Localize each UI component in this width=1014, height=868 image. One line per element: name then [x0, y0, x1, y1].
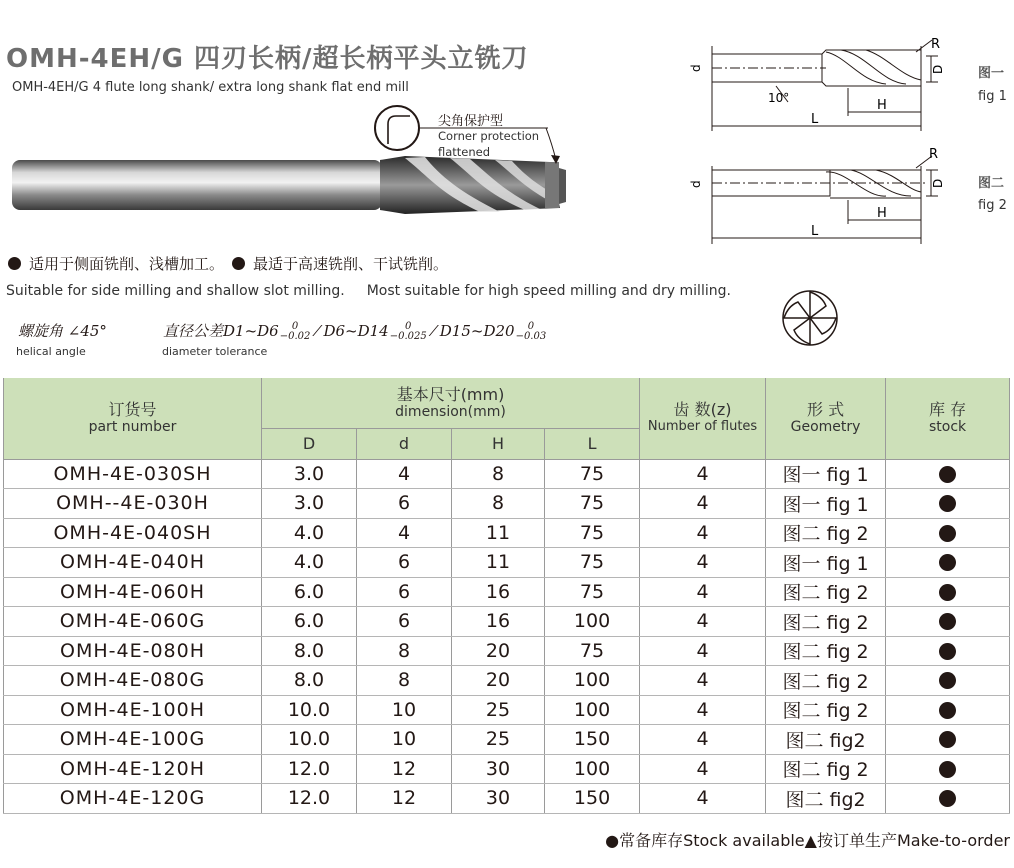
fig2-R-label: R: [929, 147, 939, 162]
H-cell: 16: [452, 577, 545, 607]
part-number-cell: OMH-4E-120G: [4, 784, 262, 814]
flutes-cell: 4: [640, 607, 766, 637]
part-number-cell: OMH-4E-040SH: [4, 518, 262, 548]
callout-en-line2: flattened: [438, 145, 491, 159]
table-row: [4, 518, 1010, 548]
fig1-L-label: L: [811, 112, 819, 127]
diameter-tolerance: 直径公差D1~D6 0 −0.02 ⁄ D6~D14 0 −0.025 ⁄ D15~D20 0 −0.03: [163, 321, 547, 342]
tol1-lower: −0.02: [279, 331, 311, 342]
feature-cn-1: 适用于侧面铣削、浅槽加工。: [29, 255, 225, 273]
col-dimension: [262, 378, 640, 428]
drawing-fig2: [676, 144, 976, 244]
stock-cell: [886, 784, 1010, 814]
d-cell: 6: [357, 548, 452, 578]
stock-cell: [886, 459, 1010, 489]
H-cell: 8: [452, 489, 545, 519]
callout-en: [438, 128, 539, 160]
feature-en-2: Most suitable for high speed milling and dry milling.: [366, 283, 731, 299]
geometry-cell: 图二 fig 2: [766, 695, 886, 725]
part-number-cell: OMH-4E-080H: [4, 636, 262, 666]
stock-available-icon: ●: [605, 831, 620, 850]
callout-cn: 尖角保护型: [438, 114, 504, 129]
H-cell: 30: [452, 784, 545, 814]
H-cell: 16: [452, 607, 545, 637]
part-number-cell: OMH-4E-120H: [4, 754, 262, 784]
dim-cn: 基本尺寸(mm): [396, 384, 505, 404]
part-number-cell: OMH--4E-030H: [4, 489, 262, 519]
stock-cell: [886, 695, 1010, 725]
d-cell: 8: [357, 666, 452, 696]
helical-angle-en: helical angle: [16, 345, 86, 358]
stock-available-icon: [939, 613, 956, 630]
part-cn: 订货号: [108, 400, 157, 420]
L-cell: 75: [545, 459, 640, 489]
geom-en: Geometry: [790, 419, 861, 436]
H-cell: 20: [452, 666, 545, 696]
table-row: [4, 784, 1010, 814]
flutes-cell: 4: [640, 666, 766, 696]
D-cell: 6.0: [262, 607, 357, 637]
geometry-cell: 图二 fig 2: [766, 754, 886, 784]
flutes-cn: 齿 数(z): [673, 400, 732, 420]
geometry-cell: 图二 fig 2: [766, 518, 886, 548]
H-cell: 11: [452, 548, 545, 578]
fig1-d-label: d: [689, 64, 703, 72]
flutes-cell: 4: [640, 754, 766, 784]
stock-available-icon: [939, 731, 956, 748]
fig1-cn: 图一: [978, 66, 1005, 81]
L-cell: 75: [545, 518, 640, 548]
L-cell: 75: [545, 548, 640, 578]
fig1-R-label: R: [931, 37, 941, 52]
bullet-icon: [232, 257, 245, 270]
tol2-upper: 0: [405, 321, 412, 332]
features-cn: [8, 253, 448, 274]
stock-available-icon: [939, 525, 956, 542]
stock-cn: 库 存: [929, 400, 967, 420]
stock-cell: [886, 548, 1010, 578]
d-cell: 12: [357, 784, 452, 814]
fig2-label-en: fig 2: [978, 198, 1007, 213]
part-number-cell: OMH-4E-060H: [4, 577, 262, 607]
col-L: L: [545, 428, 640, 459]
geom-cn: 形 式: [807, 400, 845, 420]
table-row: [4, 666, 1010, 696]
stock-cell: [886, 666, 1010, 696]
geometry-cell: 图一 fig 1: [766, 548, 886, 578]
D-cell: 8.0: [262, 666, 357, 696]
fig1-D-label: D: [931, 64, 945, 74]
flutes-en: Number of flutes: [647, 419, 758, 435]
d-cell: 10: [357, 695, 452, 725]
table-row: [4, 577, 1010, 607]
col-d: d: [357, 428, 452, 459]
table-row: [4, 459, 1010, 489]
col-flutes: [640, 378, 766, 459]
geometry-cell: 图一 fig 1: [766, 459, 886, 489]
stock-legend: [605, 828, 1010, 851]
diameter-tolerance-en: diameter tolerance: [162, 345, 268, 358]
geometry-cell: 图二 fig 2: [766, 636, 886, 666]
D-cell: 8.0: [262, 636, 357, 666]
table-row: [4, 695, 1010, 725]
fig2-D-label: D: [931, 178, 945, 188]
tolerance-label: 直径公差: [163, 322, 224, 340]
stock-en: stock: [928, 419, 967, 436]
fig2-H-label: H: [877, 206, 887, 221]
tolerance-2: [390, 322, 427, 342]
table-row: [4, 725, 1010, 755]
H-cell: 8: [452, 459, 545, 489]
flutes-cell: 4: [640, 725, 766, 755]
stock-available-icon: [939, 761, 956, 778]
d-cell: 6: [357, 607, 452, 637]
H-cell: 30: [452, 754, 545, 784]
d-cell: 4: [357, 459, 452, 489]
stock-available-icon: [939, 466, 956, 483]
geometry-cell: 图二 fig2: [766, 725, 886, 755]
tol3-upper: 0: [527, 321, 535, 332]
fig2-label-cn: [978, 172, 1004, 191]
L-cell: 75: [545, 636, 640, 666]
D-cell: 6.0: [262, 577, 357, 607]
stock-cell: [886, 725, 1010, 755]
L-cell: 100: [545, 754, 640, 784]
part-number-cell: OMH-4E-100H: [4, 695, 262, 725]
D-cell: 3.0: [262, 489, 357, 519]
fig2-L-label: L: [811, 224, 819, 239]
fig1-label-cn: [978, 62, 1004, 81]
part-number-cell: OMH-4E-100G: [4, 725, 262, 755]
part-number-cell: OMH-4E-060G: [4, 607, 262, 637]
bullet-icon: [8, 257, 21, 270]
part-en: part number: [88, 419, 177, 436]
D-cell: 4.0: [262, 518, 357, 548]
geometry-cell: 图二 fig 2: [766, 666, 886, 696]
feature-en-1: Suitable for side milling and shallow slot milling.: [6, 283, 345, 299]
flutes-cell: 4: [640, 489, 766, 519]
callout-en-line1: Corner protection: [438, 129, 540, 143]
stock-cell: [886, 518, 1010, 548]
make-to-order-icon: ▲: [804, 831, 817, 850]
d-cell: 8: [357, 636, 452, 666]
D-cell: 12.0: [262, 784, 357, 814]
flutes-cell: 4: [640, 695, 766, 725]
L-cell: 150: [545, 784, 640, 814]
tol3-lower: −0.03: [515, 331, 547, 342]
table-row: [4, 607, 1010, 637]
d-cell: 10: [357, 725, 452, 755]
part-number-cell: OMH-4E-040H: [4, 548, 262, 578]
L-cell: 100: [545, 666, 640, 696]
stock-available-icon: [939, 702, 956, 719]
D-cell: 3.0: [262, 459, 357, 489]
page-title: OMH-4EH/G 四刃长柄/超长柄平头立铣刀: [6, 44, 529, 74]
fig2-d-label: d: [689, 180, 703, 188]
flutes-cell: 4: [640, 577, 766, 607]
features-en: [6, 283, 731, 299]
D-cell: 10.0: [262, 725, 357, 755]
stock-available-icon: [939, 643, 956, 660]
D-cell: 10.0: [262, 695, 357, 725]
stock-available-icon: [939, 790, 956, 807]
tol1-upper: 0: [291, 321, 299, 332]
stock-available-icon: [939, 554, 956, 571]
H-cell: 20: [452, 636, 545, 666]
d-cell: 6: [357, 577, 452, 607]
make-to-order-text: 按订单生产Make-to-order: [816, 831, 1010, 850]
spec-table: [3, 378, 1010, 814]
flutes-cell: 4: [640, 459, 766, 489]
feature-cn-2: 最适于高速铣削、干试铣削。: [253, 255, 449, 273]
flutes-cell: 4: [640, 548, 766, 578]
stock-cell: [886, 489, 1010, 519]
table-row: [4, 636, 1010, 666]
col-geometry: [766, 378, 886, 459]
L-cell: 100: [545, 607, 640, 637]
H-cell: 25: [452, 725, 545, 755]
stock-available-icon: [939, 584, 956, 601]
H-cell: 11: [452, 518, 545, 548]
col-part-number: [4, 378, 262, 459]
flutes-cell: 4: [640, 518, 766, 548]
tolerance-1: [280, 322, 311, 342]
fig1-label-en: fig 1: [978, 89, 1007, 104]
fig1-angle-label: 10°: [768, 91, 790, 105]
table-row: [4, 754, 1010, 784]
part-number-cell: OMH-4E-080G: [4, 666, 262, 696]
L-cell: 75: [545, 489, 640, 519]
stock-available-text: 常备库存Stock available: [619, 831, 805, 850]
tol2-lower: −0.025: [389, 331, 427, 342]
d-cell: 6: [357, 489, 452, 519]
L-cell: 150: [545, 725, 640, 755]
table-row: [4, 548, 1010, 578]
tolerance-range-3: D15~D20: [439, 322, 515, 340]
stock-cell: [886, 754, 1010, 784]
geometry-cell: 图二 fig 2: [766, 577, 886, 607]
cross-section-icon: [776, 288, 846, 352]
d-cell: 4: [357, 518, 452, 548]
stock-available-icon: [939, 672, 956, 689]
D-cell: 12.0: [262, 754, 357, 784]
col-D: D: [262, 428, 357, 459]
table-row: [4, 489, 1010, 519]
fig2-cn: 图二: [978, 176, 1005, 191]
d-cell: 12: [357, 754, 452, 784]
tolerance-range-2: D6~D14: [323, 322, 389, 340]
tolerance-range-1: D1~D6: [223, 322, 279, 340]
stock-cell: [886, 607, 1010, 637]
col-H: H: [452, 428, 545, 459]
dim-en: dimension(mm): [395, 403, 506, 420]
geometry-cell: 图二 fig2: [766, 784, 886, 814]
L-cell: 75: [545, 577, 640, 607]
helical-angle: 螺旋角 ∠45°: [18, 322, 107, 340]
flutes-cell: 4: [640, 784, 766, 814]
fig1-H-label: H: [877, 98, 887, 113]
flutes-cell: 4: [640, 636, 766, 666]
D-cell: 4.0: [262, 548, 357, 578]
geometry-cell: 图二 fig 2: [766, 607, 886, 637]
col-stock: [886, 378, 1010, 459]
tolerance-3: [516, 322, 547, 342]
L-cell: 100: [545, 695, 640, 725]
stock-cell: [886, 577, 1010, 607]
page-subtitle: OMH-4EH/G 4 flute long shank/ extra long shank flat end mill: [12, 80, 409, 95]
geometry-cell: 图一 fig 1: [766, 489, 886, 519]
stock-available-icon: [939, 495, 956, 512]
H-cell: 25: [452, 695, 545, 725]
drawing-fig1: [676, 36, 976, 136]
stock-cell: [886, 636, 1010, 666]
part-number-cell: OMH-4E-030SH: [4, 459, 262, 489]
